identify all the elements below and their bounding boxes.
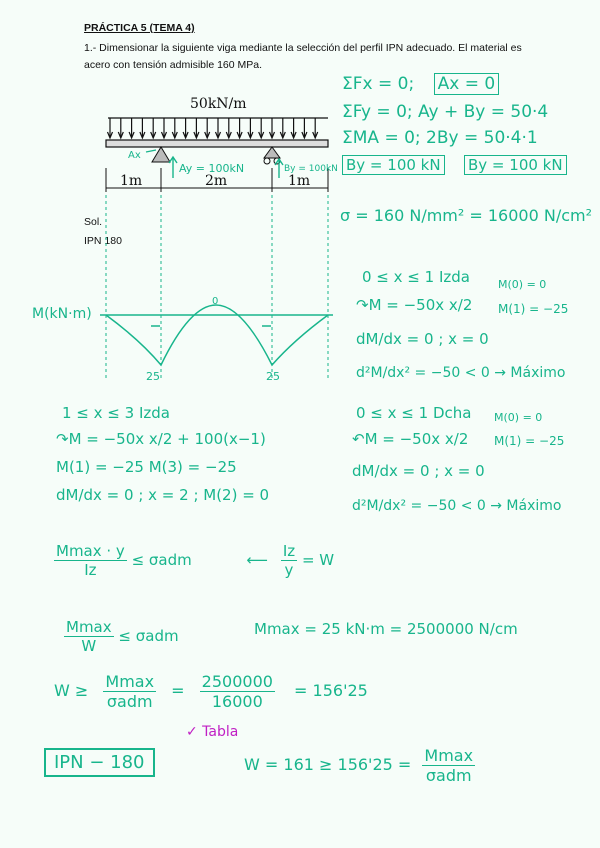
s2-moment: ↷M = −50x x/2 + 100(x−1)	[56, 430, 266, 448]
eq-fx: ΣFx = 0; Ax = 0	[342, 74, 499, 94]
moment-right-value: 25	[266, 370, 280, 383]
s1-range: 0 ≤ x ≤ 1 Izda	[362, 268, 470, 286]
solution-answer: IPN 180	[84, 235, 122, 247]
allowable-stress: σ = 160 N/mm² = 16000 N/cm²	[340, 206, 593, 225]
pin-support	[152, 147, 170, 162]
s2-range: 1 ≤ x ≤ 3 Izda	[62, 404, 170, 422]
by-label: By = 100kN	[284, 164, 338, 174]
ax-label: Ax	[128, 150, 141, 161]
s3-m1: M(1) = −25	[494, 434, 565, 448]
eq-fy: ΣFy = 0; Ay + By = 50·4	[342, 102, 549, 122]
ax-result-box: Ax = 0	[434, 73, 500, 95]
moment-left-value: 25	[146, 370, 160, 383]
s3-moment: ↶M = −50x x/2	[352, 430, 469, 448]
s3-second-derivative: d²M/dx² = −50 < 0 → Máximo	[352, 498, 562, 514]
solution-label: Sol.	[84, 216, 103, 228]
table-note: ✓ Tabla	[186, 724, 239, 740]
eq-ma: ΣMA = 0; 2By = 50·4·1	[342, 128, 538, 148]
span-1: 1m	[120, 173, 143, 189]
span-3: 1m	[288, 173, 311, 189]
modulus-calc: W ≥ $\frac{Mmax}{\text{σadm}}$ = $\frac{2500000}{16000}$ = 156'25	[54, 672, 368, 711]
ay-label: Ay = 100kN	[179, 162, 245, 175]
s2-values: M(1) = −25 M(3) = −25	[56, 458, 237, 476]
s1-second-derivative: d²M/dx² = −50 < 0 → Máximo	[356, 365, 566, 381]
by-result-box-1: By = 100 kN	[342, 155, 445, 175]
s1-derivative: dM/dx = 0 ; x = 0	[356, 330, 489, 348]
moment-diagram	[100, 305, 333, 365]
roller-support	[264, 147, 280, 158]
span-2: 2m	[205, 173, 228, 189]
final-check: W = 161 ≥ 156'25 = $\frac{Mmax}{\text{σadm}}$	[244, 746, 474, 785]
s2-derivative: dM/dx = 0 ; x = 2 ; M(2) = 0	[56, 486, 270, 504]
s1-m0: M(0) = 0	[498, 278, 547, 291]
s3-range: 0 ≤ x ≤ 1 Dcha	[356, 404, 472, 422]
moment-axis-label: M(kN·m)	[32, 306, 92, 322]
by-result-box-2: By = 100 kN	[464, 155, 567, 175]
s3-derivative: dM/dx = 0 ; x = 0	[352, 462, 485, 480]
beam-figure	[0, 0, 600, 400]
problem-statement: 1.- Dimensionar la siguiente viga mediante la selección del perfil IPN adecuado. El material es acero con tensión admisible 160 MPa.	[84, 42, 522, 71]
answer-box: IPN − 180	[44, 748, 155, 777]
modulus-formula: $\frac{Mmax}{W}$ ≤ σadm	[66, 618, 179, 655]
s3-m0: M(0) = 0	[494, 411, 543, 424]
beam	[106, 140, 328, 147]
s1-moment: ↷M = −50x x/2	[356, 296, 473, 314]
distributed-load-arrows	[108, 118, 329, 138]
s1-m1: M(1) = −25	[498, 302, 569, 316]
bending-formula: $\frac{Mmax \cdot y}{Iz}$ ≤ σadm ⟵ $\frac{Iz}{y}$ = W	[56, 542, 335, 579]
page-title: PRÁCTICA 5 (TEMA 4)	[84, 22, 195, 34]
moment-center-value: 0	[212, 296, 219, 307]
load-label: 50kN/m	[190, 96, 247, 112]
max-moment: Mmax = 25 kN·m = 2500000 N/cm	[254, 620, 518, 638]
